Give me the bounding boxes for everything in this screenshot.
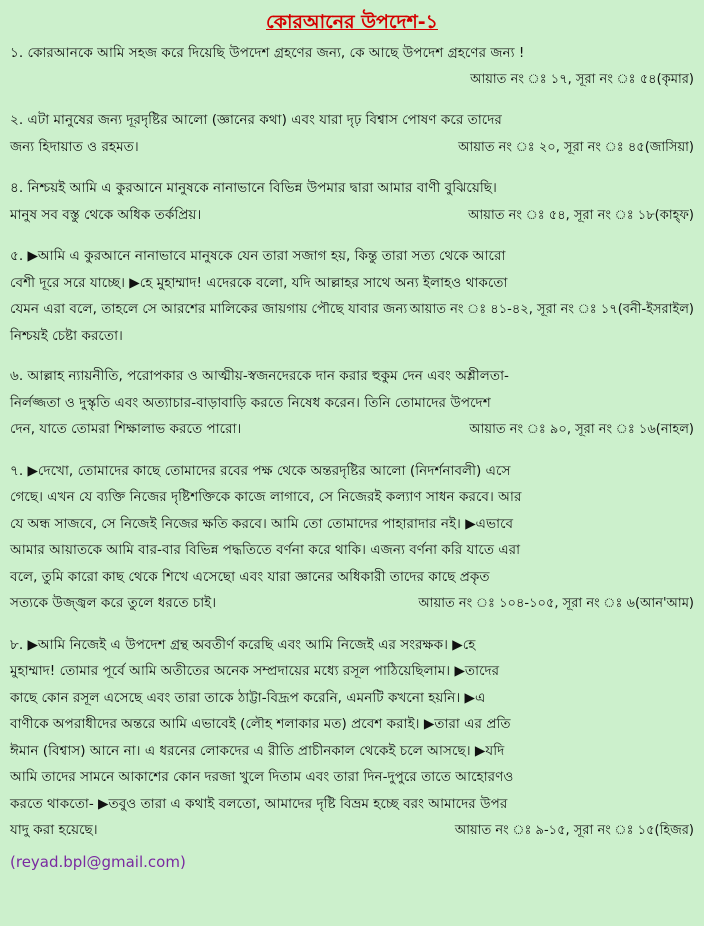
item-gap <box>10 618 694 632</box>
advice-line: যে অন্ধ সাজবে, সে নিজেই নিজের ক্ষতি করবে। আমি তো তোমাদের পাহারাদার নই। ▶এভাবে <box>10 515 514 532</box>
advice-item <box>10 175 694 229</box>
advice-item <box>10 632 694 845</box>
verse-reference: আয়াত নং ঃ ২০, সূরা নং ঃ ৪৫(জাসিয়া) <box>458 139 694 155</box>
advice-line: ৪. নিশ্চয়ই আমি এ কুরআনে মানুষকে নানাভানে বিভিন্ন উপমার দ্বারা আমার বাণী বুঝিয়েছি। <box>10 180 497 196</box>
advice-item <box>10 458 694 618</box>
advice-line: ঈমান (বিশ্বাস) আনে না। এ ধরনের লোকদের এ রীতি প্রাচীনকাল থেকেই চলে আসছে। ▶যদি <box>10 742 505 759</box>
advice-text: জন্য হিদায়াত ও রহমত। <box>10 138 139 155</box>
advice-line: বাণীকে অপরাধীদের অন্তরে আমি এভাবেই (লৌহ শলাকার মত) প্রবেশ করাই। ▶তারা এর প্রতি <box>10 716 511 732</box>
advice-list <box>10 40 694 845</box>
advice-line: ৭. ▶দেখো, তোমাদের কাছে তোমাদের রবের পক্ষ থেকে অন্তরদৃষ্টির আলো (নিদর্শনাবলী) এসে <box>10 462 511 479</box>
advice-line: নির্লজ্জতা ও দুস্কৃতি এবং অত্যাচার-বাড়াবাড়ি করতে নিষেধ করেন। তিনি তোমাদের উপদেশ <box>10 394 491 411</box>
advice-line <box>10 416 694 444</box>
advice-line: আমি তাদের সামনে আকাশের কোন দরজা খুলে দিতাম এবং তারা দিন-দুপুরে তাতে আহোরণও <box>10 769 514 785</box>
advice-line <box>10 134 694 162</box>
advice-item <box>10 243 694 349</box>
advice-item <box>10 40 694 93</box>
advice-item <box>10 107 694 161</box>
contact-email: (reyad.bpl@gmail.com) <box>10 852 186 871</box>
item-gap <box>10 161 694 175</box>
advice-line: মুহাম্মাদ! তোমার পূর্বে আমি অতীতের অনেক সম্প্রদায়ের মধ্যে রসূল পাঠিয়েছিলাম। ▶তাদের <box>10 663 500 679</box>
advice-line: ১. কোরআনকে আমি সহজ করে দিয়েছি উপদেশ গ্রহণের জন্য, কে আছে উপদেশ গ্রহণের জন্য ! <box>10 45 525 61</box>
advice-line: ২. এটা মানুষের জন্য দূরদৃষ্টির আলো (জ্ঞানের কথা) এবং যারা দৃঢ় বিশ্বাস পোষণ করে তাদের <box>10 112 502 128</box>
verse-reference: আয়াত নং ঃ ১৭, সূরা নং ঃ ৫৪(কৃমার) <box>470 71 694 87</box>
item-gap <box>10 229 694 243</box>
verse-reference: আয়াত নং ঃ ৪১-৪২, সূরা নং ঃ ১৭(বনী-ইসরাইল) <box>409 302 694 317</box>
advice-line <box>10 590 694 618</box>
advice-text: দেন, যাতে তোমরা শিক্ষালাভ করতে পারো। <box>10 421 242 437</box>
verse-reference: আয়াত নং ঃ ৯০, সূরা নং ঃ ১৬(নাহল) <box>469 422 694 437</box>
page-title: কোরআনের উপদেশ-১ <box>266 11 438 33</box>
item-gap <box>10 349 694 363</box>
advice-text: যেমন এরা বলে, তাহলে সে আরশের মালিকের জায়গায় পৌছে যাবার জন্য নিশ্চয়ই চেষ্টা করতো। <box>10 301 408 344</box>
advice-item <box>10 363 694 444</box>
verse-reference: আয়াত নং ঃ ১০৪-১০৫, সূরা নং ঃ ৬(আন'আম) <box>418 596 694 611</box>
advice-text: মানুষ সব বস্তু থেকে অধিক তর্কপ্রিয়। <box>10 206 202 223</box>
advice-line <box>10 202 694 230</box>
advice-line <box>10 296 694 349</box>
advice-line: গেছে। এখন যে ব্যক্তি নিজের দৃষ্টিশক্তিকে কাজে লাগাবে, সে নিজেরই কল্যাণ সাধন করবে। আর <box>10 489 522 505</box>
advice-text: সত্যকে উজ্জ্বল করে তুলে ধরতে চাই। <box>10 595 217 611</box>
advice-line <box>10 817 694 845</box>
advice-line: বলে, তুমি কারো কাছ থেকে শিখে এসেছো এবং যারা জ্ঞানের অধিকারী তাদের কাছে প্রকৃত <box>10 568 490 585</box>
advice-line: বেশী দূরে সরে যাচ্ছে। ▶হে মুহাম্মাদ! এদেরকে বলো, যদি আল্লাহর সাথে অন্য ইলাহও থাকতো <box>10 274 508 291</box>
item-gap <box>10 93 694 107</box>
verse-reference: আয়াত নং ঃ ৯-১৫, সূরা নং ঃ ১৫(হিজর) <box>454 823 694 838</box>
advice-line: করতে থাকতো- ▶তবুও তারা এ কথাই বলতো, আমাদের দৃষ্টি বিভ্রম হচ্ছে বরং আমাদের উপর <box>10 795 508 812</box>
advice-line: কাছে কোন রসূল এসেছে এবং তারা তাকে ঠাট্টা-বিদ্রূপ করেনি, এমনটি কখনো হয়নি। ▶এ <box>10 689 486 706</box>
advice-line: আমার আয়াতকে আমি বার-বার বিভিন্ন পদ্ধতিতে বর্ণনা করে থাকি। এজন্য বর্ণনা করি যাতে এরা <box>10 542 521 558</box>
advice-line: ৬. আল্লাহ ন্যায়নীতি, পরোপকার ও আত্মীয়-স্বজনদেরকে দান করার হুকুম দেন এবং অশ্লীলতা- <box>10 368 509 384</box>
item-gap <box>10 444 694 458</box>
advice-line: ৫. ▶আমি এ কুরআনে নানাভাবে মানুষকে যেন তারা সজাগ হয়, কিন্তু তারা সত্য থেকে আরো <box>10 248 506 264</box>
verse-reference: আয়াত নং ঃ ৫৪, সূরা নং ঃ ১৮(কাহ্ফ) <box>468 207 694 223</box>
advice-text: যাদু করা হয়েছে। <box>10 822 98 838</box>
advice-line: ৮. ▶আমি নিজেই এ উপদেশ গ্রন্থ অবতীর্ণ করেছি এবং আমি নিজেই এর সংরক্ষক। ▶হে <box>10 636 476 653</box>
